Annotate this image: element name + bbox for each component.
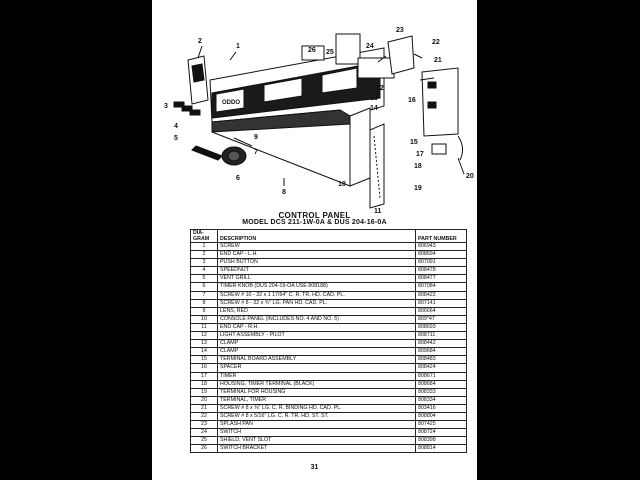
- description-cell: TERMINAL FOR HOUSING: [218, 388, 416, 396]
- callout-23: 23: [396, 27, 404, 34]
- diagram-number-cell: 4: [191, 267, 218, 275]
- part-number-cell: 806664: [416, 307, 467, 315]
- description-cell: LIGHT ASSEMBLY - PILOT: [218, 332, 416, 340]
- description-cell: TIMER KNOB (DUS 204-19-OA USE 808188): [218, 283, 416, 291]
- callout-9: 9: [254, 134, 258, 141]
- callout-21: 21: [434, 57, 442, 64]
- description-cell: END CAP - R.H.: [218, 323, 416, 331]
- part-number-cell: 808442: [416, 340, 467, 348]
- end-cap-rh: [370, 124, 384, 208]
- diagram-number-cell: 9: [191, 307, 218, 315]
- diagram-number-cell: 19: [191, 388, 218, 396]
- diagram-number-cell: 11: [191, 323, 218, 331]
- part-number-cell: 808422: [416, 291, 467, 299]
- table-row: [191, 283, 467, 291]
- table-row: [191, 275, 467, 283]
- header-part-number: PART NUMBER: [416, 230, 467, 243]
- table-row: [191, 340, 467, 348]
- page-number: 31: [310, 464, 319, 471]
- table-row: [191, 315, 467, 323]
- diagram-number-cell: 23: [191, 421, 218, 429]
- description-cell: TERMINAL, TIMER: [218, 396, 416, 404]
- table-row: [191, 332, 467, 340]
- diagram-number-cell: 16: [191, 364, 218, 372]
- table-row: [191, 251, 467, 259]
- part-number-cell: 807084: [416, 283, 467, 291]
- callout-18: 18: [414, 163, 422, 170]
- description-cell: SCREW # 8 - 32 x ¾" LG. PAN HD. CAD. PL.: [218, 299, 416, 307]
- part-number-cell: 809684: [416, 348, 467, 356]
- part-number-cell: 808333: [416, 388, 467, 396]
- callout-26: 26: [308, 47, 316, 54]
- callout-20: 20: [466, 173, 474, 180]
- part-number-cell: 808684: [416, 380, 467, 388]
- callout-3: 3: [164, 103, 168, 110]
- description-cell: CLAMP: [218, 348, 416, 356]
- timer: [422, 68, 458, 136]
- table-row: [191, 380, 467, 388]
- description-cell: HOUSING, TIMER TERMINAL (BLACK): [218, 380, 416, 388]
- part-number-cell: 808814: [416, 445, 467, 453]
- table-row: [191, 291, 467, 299]
- part-number-cell: 807091: [416, 259, 467, 267]
- part-number-cell: 808483: [416, 356, 467, 364]
- diagram-number-cell: 1: [191, 243, 218, 251]
- diagram-number-cell: 15: [191, 356, 218, 364]
- description-cell: SCREW # 8 x ⅜" LG. C. R. BINDING HD. CAD. PL.: [218, 404, 416, 412]
- description-cell: SCREW # 10 - 32 x 1 17/64" C. R. TR. HD. CAD. PL.: [218, 291, 416, 299]
- model-caption: MODEL DCS 211-1W-0A & DUS 204-16-0A: [242, 219, 387, 226]
- description-cell: SWITCH: [218, 429, 416, 437]
- diagram-number-cell: 20: [191, 396, 218, 404]
- parts-page: [152, 0, 477, 480]
- callout-5: 5: [174, 135, 178, 142]
- diagram-title: CONTROL PANEL: [278, 211, 351, 220]
- callout-14: 14: [370, 105, 378, 112]
- callout-12: 12: [376, 85, 384, 92]
- part-number-cell: 809*47: [416, 315, 467, 323]
- part-number-cell: 808424: [416, 364, 467, 372]
- part-number-cell: 808711: [416, 332, 467, 340]
- table-row: [191, 404, 467, 412]
- callout-19: 19: [414, 185, 422, 192]
- diagram-number-cell: 26: [191, 445, 218, 453]
- part-number-cell: 808671: [416, 372, 467, 380]
- exploded-diagram: [152, 18, 477, 215]
- callout-10: 10: [338, 181, 346, 188]
- callout-4: 4: [174, 123, 178, 130]
- part-number-cell: 808693: [416, 323, 467, 331]
- callout-22: 22: [432, 39, 440, 46]
- description-cell: SWITCH BRACKET: [218, 445, 416, 453]
- table-row: [191, 307, 467, 315]
- callout-6: 6: [236, 175, 240, 182]
- diagram-number-cell: 7: [191, 291, 218, 299]
- callout-11: 11: [374, 208, 382, 215]
- description-cell: SPLASH PAN: [218, 421, 416, 429]
- part-number-cell: 808694: [416, 251, 467, 259]
- callout-17: 17: [416, 151, 424, 158]
- description-cell: PUSH BUTTON: [218, 259, 416, 267]
- header-description: DESCRIPTION: [218, 230, 416, 243]
- diagram-number-cell: 10: [191, 315, 218, 323]
- description-cell: LENS, RED: [218, 307, 416, 315]
- part-number-cell: 808477: [416, 275, 467, 283]
- callout-15: 15: [410, 139, 418, 146]
- description-cell: END CAP - L.H.: [218, 251, 416, 259]
- table-row: [191, 396, 467, 404]
- diagram-number-cell: 22: [191, 412, 218, 420]
- table-header-row: [191, 230, 467, 243]
- part-number-cell: 806943: [416, 243, 467, 251]
- description-cell: CONSOLE PANEL (INCLUDES NO. 4 AND NO. 5): [218, 315, 416, 323]
- description-cell: SCREW: [218, 243, 416, 251]
- diagram-number-cell: 18: [191, 380, 218, 388]
- diagram-number-cell: 17: [191, 372, 218, 380]
- description-cell: CLAMP: [218, 340, 416, 348]
- diagram-number-cell: 8: [191, 299, 218, 307]
- diagram-number-cell: 12: [191, 332, 218, 340]
- diagram-number-cell: 3: [191, 259, 218, 267]
- diagram-number-cell: 25: [191, 437, 218, 445]
- table-row: [191, 437, 467, 445]
- table-row: [191, 372, 467, 380]
- callout-8: 8: [282, 189, 286, 196]
- part-number-cell: 803416: [416, 404, 467, 412]
- callout-7: 7: [254, 149, 258, 156]
- table-row: [191, 421, 467, 429]
- table-row: [191, 243, 467, 251]
- description-cell: SCREW # 8 x 5/16" LG. C. R. TR. HD. ST. ST.: [218, 412, 416, 420]
- table-row: [191, 364, 467, 372]
- table-row: [191, 259, 467, 267]
- description-cell: TIMER: [218, 372, 416, 380]
- description-cell: SPEEDNUT: [218, 267, 416, 275]
- part-number-cell: 808804: [416, 412, 467, 420]
- table-row: [191, 299, 467, 307]
- callout-1: 1: [236, 43, 240, 50]
- part-number-cell: 807141: [416, 299, 467, 307]
- table-row: [191, 267, 467, 275]
- diagram-number-cell: 6: [191, 283, 218, 291]
- diagram-number-cell: 21: [191, 404, 218, 412]
- table-row: [191, 356, 467, 364]
- header-diagram: DIA- GRAM: [191, 230, 218, 243]
- diagram-number-cell: 13: [191, 340, 218, 348]
- table-row: [191, 323, 467, 331]
- table-row: [191, 412, 467, 420]
- diagram-number-cell: 5: [191, 275, 218, 283]
- part-number-cell: 807425: [416, 421, 467, 429]
- callout-16: 16: [408, 97, 416, 104]
- description-cell: SHIELD, VENT SLOT: [218, 437, 416, 445]
- description-cell: TERMINAL BOARD ASSEMBLY: [218, 356, 416, 364]
- table-row: [191, 429, 467, 437]
- parts-table-body: [191, 243, 467, 453]
- callout-2: 2: [198, 38, 202, 45]
- brand-logo: ODDO: [222, 100, 240, 106]
- callout-24: 24: [366, 43, 374, 50]
- part-number-cell: 808334: [416, 396, 467, 404]
- callout-25: 25: [326, 49, 334, 56]
- table-row: [191, 445, 467, 453]
- diagram-number-cell: 2: [191, 251, 218, 259]
- parts-table: [190, 229, 467, 453]
- callout-13: 13: [370, 95, 378, 102]
- part-number-cell: 808398: [416, 437, 467, 445]
- table-row: [191, 348, 467, 356]
- diagram-number-cell: 14: [191, 348, 218, 356]
- part-number-cell: 808478: [416, 267, 467, 275]
- description-cell: VENT GRILL: [218, 275, 416, 283]
- part-number-cell: 808724: [416, 429, 467, 437]
- diagram-number-cell: 24: [191, 429, 218, 437]
- description-cell: SPACER: [218, 364, 416, 372]
- table-row: [191, 388, 467, 396]
